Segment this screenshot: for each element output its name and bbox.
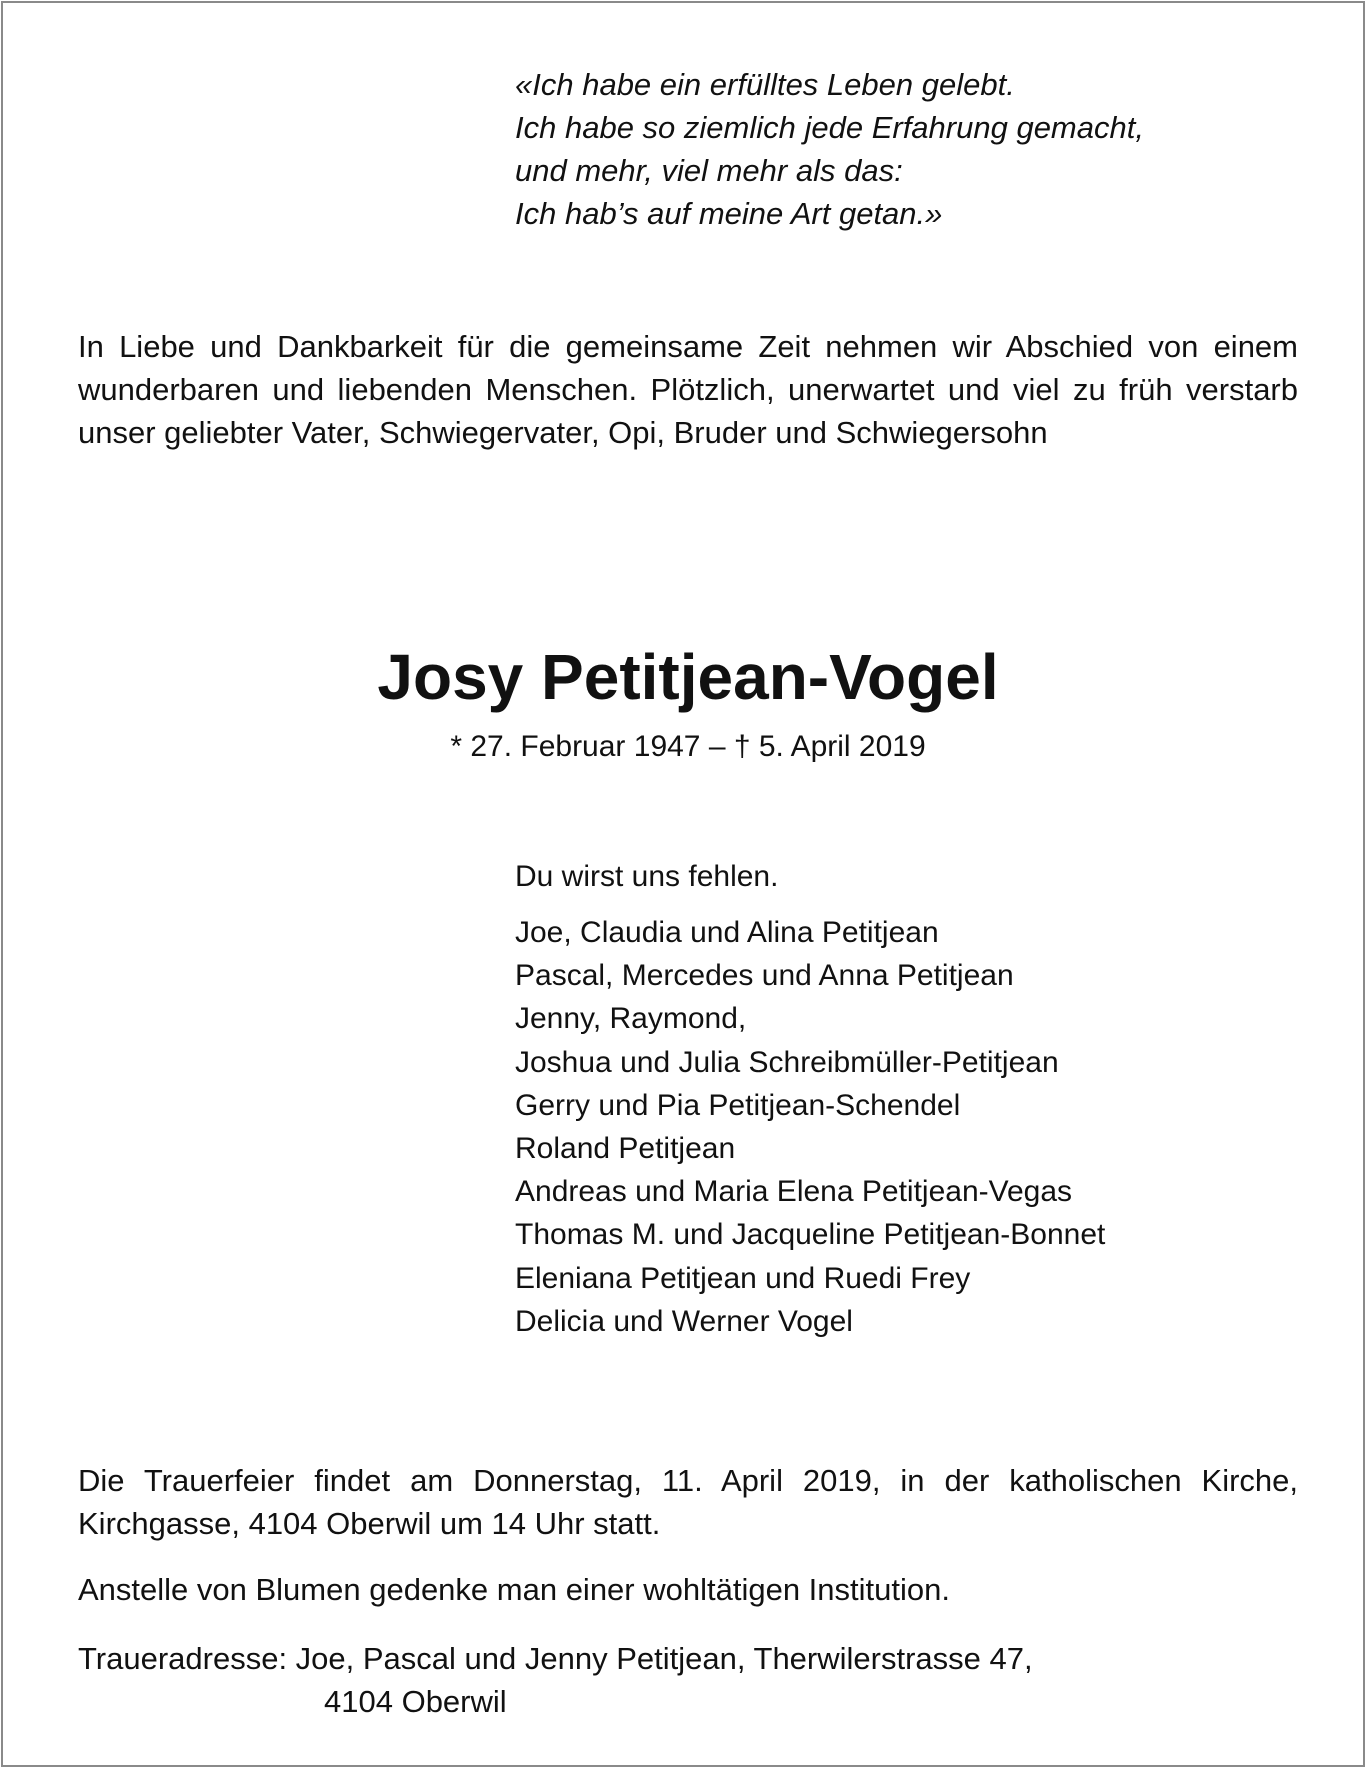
- mourners-list: [515, 911, 1105, 1343]
- quote-line: Ich hab’s auf meine Art getan.»: [515, 196, 943, 231]
- list-item: Thomas M. und Jacqueline Petitjean-Bonnet: [515, 1218, 1106, 1252]
- list-item: Joshua und Julia Schreibmüller-Petitjean: [515, 1045, 1059, 1079]
- life-dates: * 27. Februar 1947 – † 5. April 2019: [450, 730, 926, 763]
- list-item: Delicia und Werner Vogel: [515, 1304, 853, 1338]
- service-notice: Die Trauerfeier findet am Donnerstag, 11. April 2019, in der katholischen Kirche, Kirchgasse, 4104 Oberwil um 14 Uhr statt.: [78, 1463, 1298, 1541]
- list-item: Roland Petitjean: [515, 1132, 736, 1166]
- deceased-name: Josy Petitjean-Vogel: [377, 641, 999, 713]
- quote-line: «Ich habe ein erfülltes Leben gelebt.: [515, 67, 1015, 102]
- list-item: Gerry und Pia Petitjean-Schendel: [515, 1088, 961, 1122]
- quote-block: [515, 63, 1144, 235]
- list-item: Andreas und Maria Elena Petitjean-Vegas: [515, 1175, 1073, 1209]
- list-item: Jenny, Raymond,: [515, 1002, 747, 1036]
- farewell-line: Du wirst uns fehlen.: [515, 860, 779, 893]
- quote-line: und mehr, viel mehr als das:: [515, 153, 903, 188]
- list-item: Joe, Claudia und Alina Petitjean: [515, 916, 939, 949]
- obituary-frame: [1, 1, 1365, 1767]
- list-item: Pascal, Mercedes und Anna Petitjean: [515, 959, 1014, 993]
- quote-line: Ich habe so ziemlich jede Erfahrung gemacht,: [515, 110, 1144, 145]
- list-item: Eleniana Petitjean und Ruedi Frey: [515, 1261, 971, 1295]
- mourning-address: Traueradresse: Joe, Pascal und Jenny Petitjean, Therwilerstrasse 47,: [78, 1641, 1033, 1676]
- mourning-address-city: 4104 Oberwil: [324, 1684, 507, 1719]
- flowers-notice: Anstelle von Blumen gedenke man einer wohltätigen Institution.: [78, 1572, 950, 1607]
- intro-paragraph: In Liebe und Dankbarkeit für die gemeinsame Zeit nehmen wir Abschied von einem wunderbaren und liebenden Menschen. Plötzlich, unerwartet und viel zu früh verstarb unser geliebter Vater, Schwiegervater, Opi, Bruder und Schwiegersohn: [78, 329, 1298, 450]
